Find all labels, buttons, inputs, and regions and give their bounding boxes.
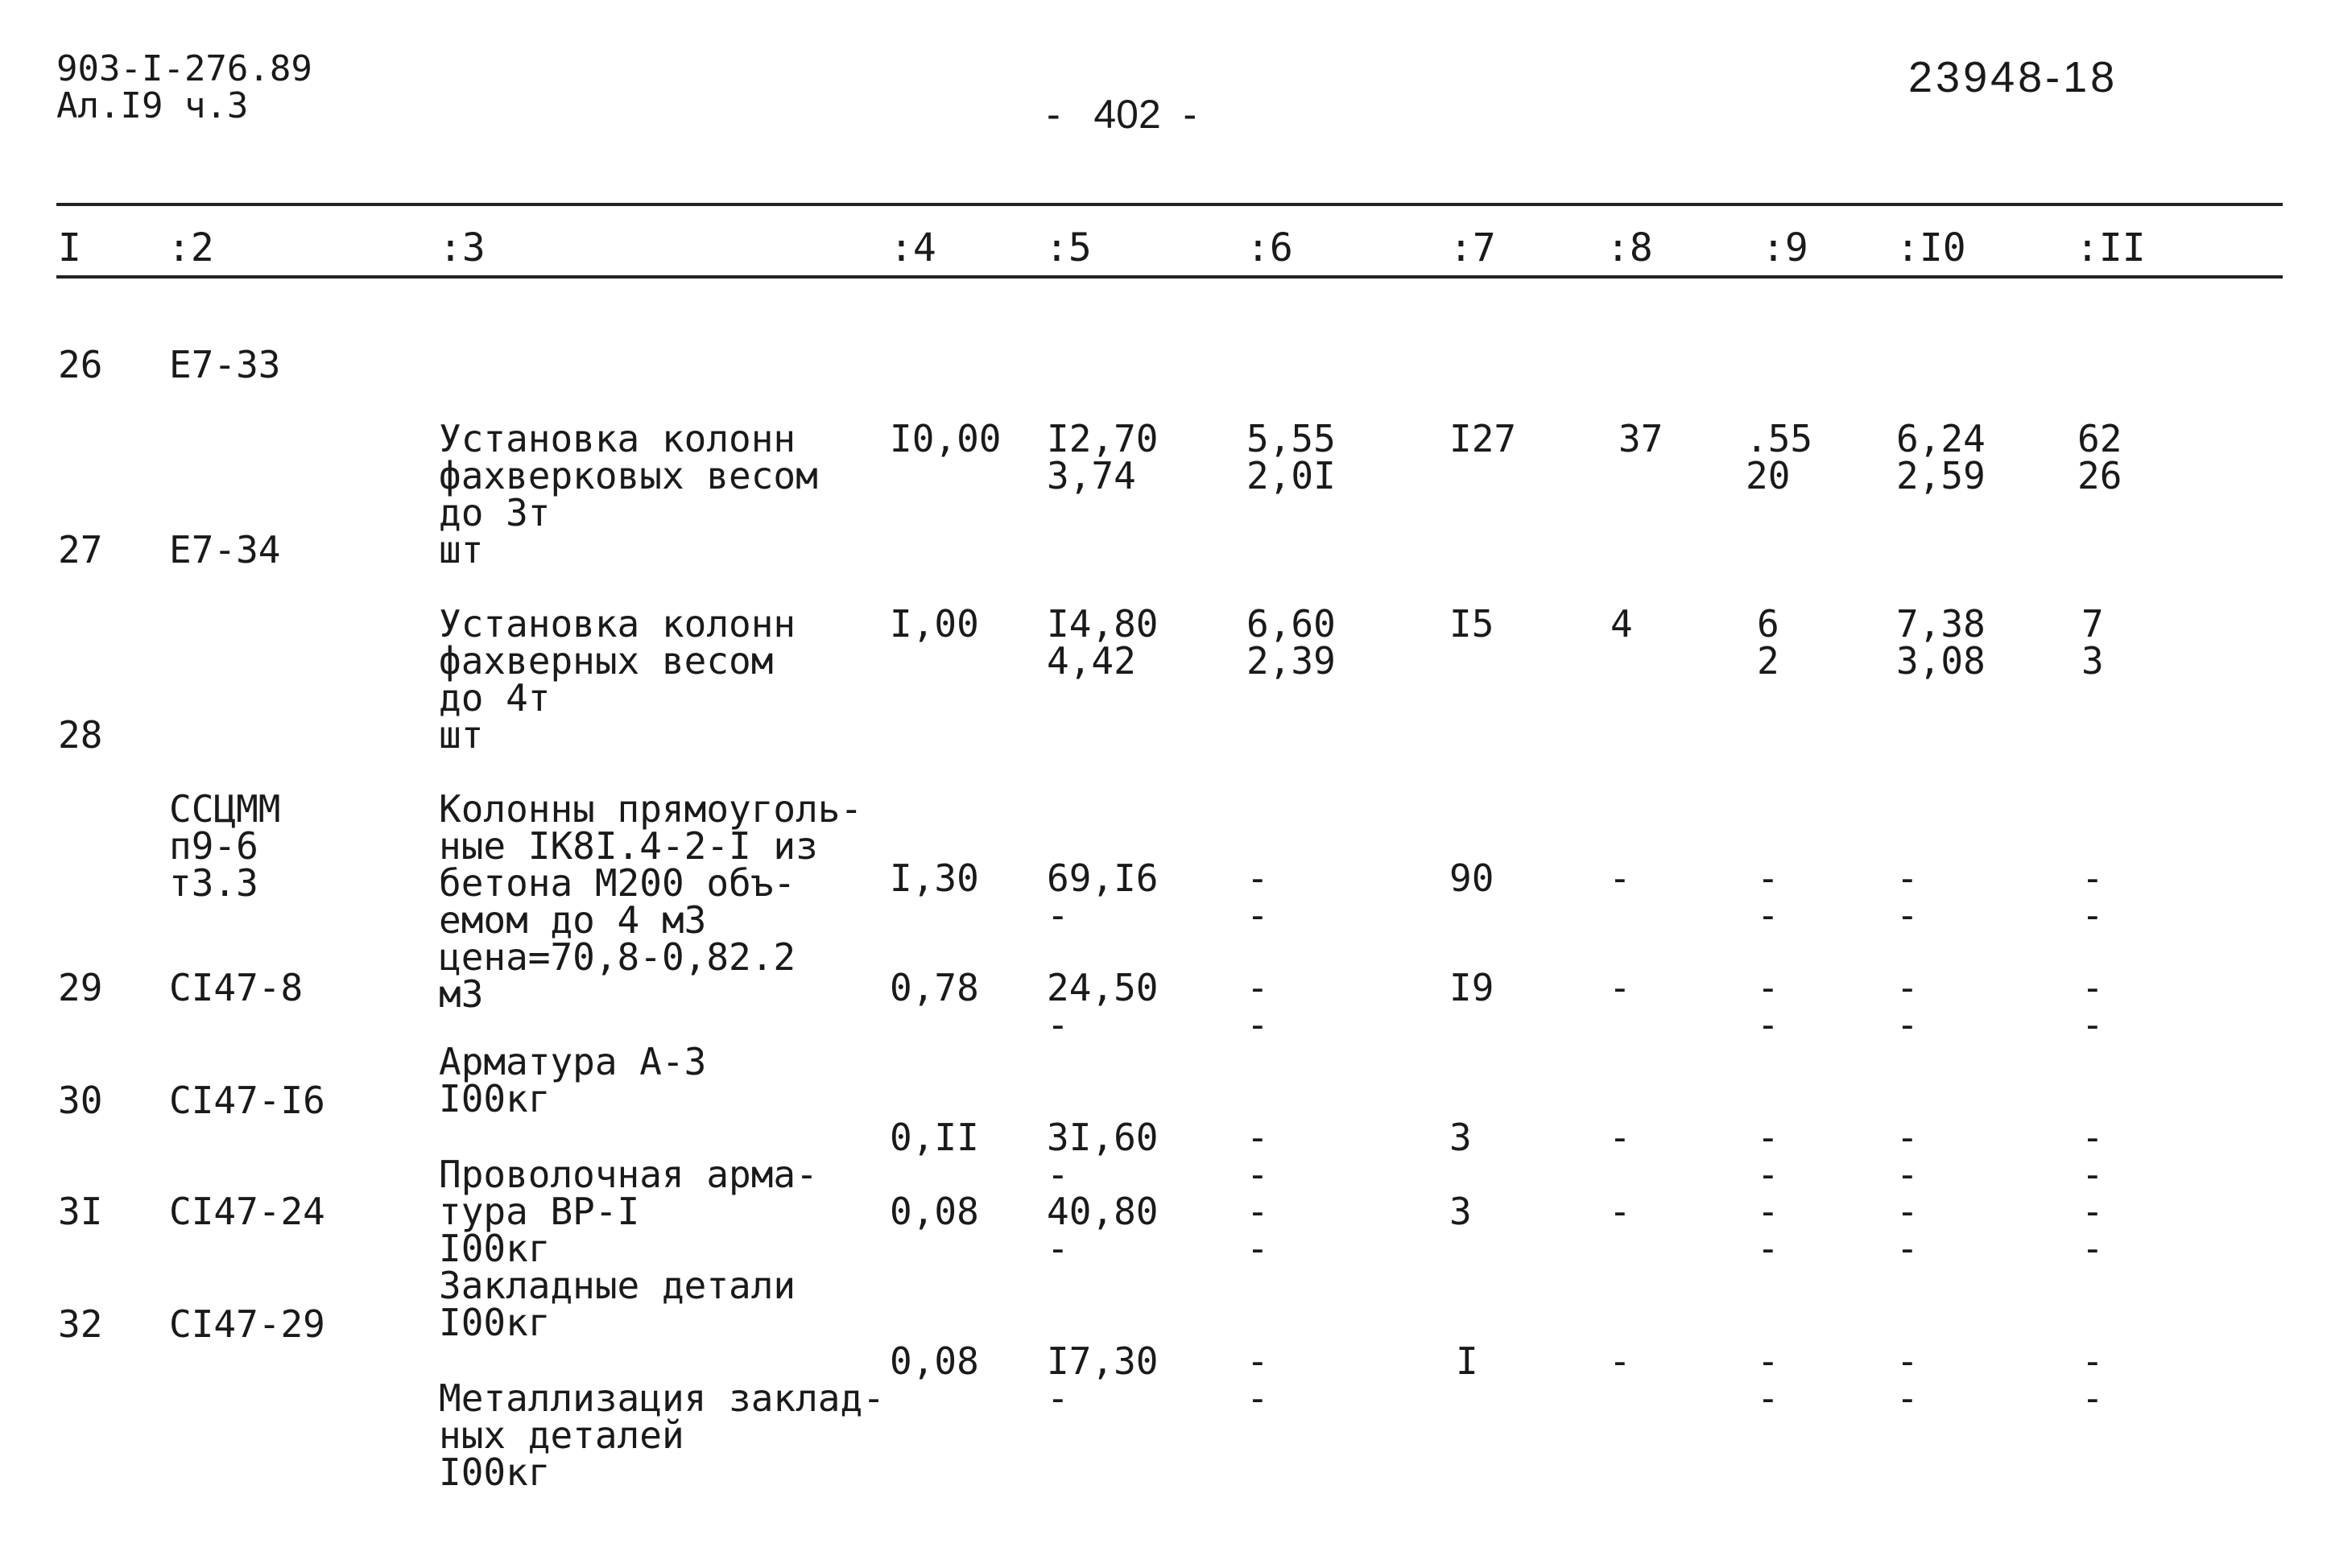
col9-values: - - bbox=[1757, 1190, 1779, 1270]
col10-values: - - bbox=[1896, 856, 1919, 937]
col8-value: - bbox=[1609, 966, 1631, 1009]
quantity: I0,00 bbox=[890, 417, 1002, 460]
header-rule bbox=[56, 275, 2283, 279]
row-code: СI47-24 bbox=[169, 1190, 325, 1233]
row-number: 32 bbox=[58, 1302, 103, 1346]
row-description: Колонны прямоуголь- ные IК8I.4-2-I из бетона М200 объ- емом до 4 м3 цена=70,8-0,82.2 м3 bbox=[439, 787, 863, 1016]
row-number: 27 bbox=[58, 528, 103, 571]
inventory-stamp: 23948-18 bbox=[1908, 53, 2118, 101]
row-number: 26 bbox=[58, 343, 103, 386]
col11-values: - - bbox=[2081, 1190, 2104, 1270]
total-cost: 3 bbox=[1449, 1116, 1472, 1159]
col10-values: 7,38 3,08 bbox=[1896, 602, 1986, 683]
top-rule bbox=[56, 203, 2283, 206]
col6-values: - - bbox=[1246, 856, 1269, 937]
unit-cost: I2,70 3,74 bbox=[1047, 417, 1159, 497]
row-code: СI47-8 bbox=[169, 966, 304, 1009]
document-code: 903-I-276.89 bbox=[56, 48, 312, 89]
unit-cost: 24,50 - bbox=[1047, 966, 1159, 1046]
col-header-10: :I0 bbox=[1896, 225, 1966, 270]
col11-values: - - bbox=[2081, 1116, 2104, 1196]
col-header-1: I bbox=[58, 225, 81, 270]
col-header-3: :3 bbox=[439, 225, 486, 270]
col6-values: 5,55 2,0I bbox=[1246, 417, 1336, 497]
col-header-5: :5 bbox=[1045, 225, 1092, 270]
col6-values: - - bbox=[1246, 966, 1269, 1046]
quantity: I,30 bbox=[890, 856, 979, 900]
row-description: Металлизация заклад- ных деталей I00кг bbox=[439, 1376, 885, 1494]
col10-values: - - bbox=[1896, 966, 1919, 1046]
col10-values: 6,24 2,59 bbox=[1896, 417, 1986, 497]
row-code: Е7-34 bbox=[169, 528, 281, 571]
col6-values: 6,60 2,39 bbox=[1246, 602, 1336, 683]
total-cost: 3 bbox=[1449, 1190, 1472, 1233]
col9-values: - - bbox=[1757, 1116, 1779, 1196]
total-cost: I27 bbox=[1449, 417, 1517, 460]
col-header-6: :6 bbox=[1246, 225, 1293, 270]
col11-values: - - bbox=[2081, 1339, 2104, 1420]
quantity: 0,78 bbox=[890, 966, 979, 1009]
row-description: Проволочная арма- тура ВР-I I00кг bbox=[439, 1153, 818, 1270]
col-header-9: :9 bbox=[1762, 225, 1808, 270]
col8-value: 4 bbox=[1610, 602, 1633, 646]
row-code: СI47-29 bbox=[169, 1302, 325, 1346]
unit-cost: 40,80 - bbox=[1047, 1190, 1159, 1270]
col8-value: - bbox=[1609, 1339, 1631, 1383]
col8-value: - bbox=[1609, 1190, 1631, 1233]
row-code: ССЦММ п9-6 т3.3 bbox=[169, 787, 281, 905]
col-header-7: :7 bbox=[1449, 225, 1496, 270]
col9-values: - - bbox=[1757, 856, 1779, 937]
col-header-4: :4 bbox=[890, 225, 936, 270]
quantity: 0,II bbox=[890, 1116, 979, 1159]
row-number: 29 bbox=[58, 966, 103, 1009]
col10-values: - - bbox=[1896, 1339, 1919, 1420]
col6-values: - - bbox=[1246, 1116, 1269, 1196]
col8-value: - bbox=[1609, 1116, 1631, 1159]
row-description: Установка колонн фахверных весом до 4т шт bbox=[439, 602, 796, 757]
col9-values: .55 20 bbox=[1746, 417, 1813, 497]
col11-values: 62 26 bbox=[2077, 417, 2122, 497]
album-reference: Ал.I9 ч.3 bbox=[56, 85, 249, 126]
col8-value: 37 bbox=[1618, 417, 1664, 460]
total-cost: I5 bbox=[1449, 602, 1494, 646]
col9-values: - - bbox=[1757, 966, 1779, 1046]
unit-cost: 3I,60 - bbox=[1047, 1116, 1159, 1196]
quantity: 0,08 bbox=[890, 1339, 979, 1383]
col10-values: - - bbox=[1896, 1190, 1919, 1270]
col6-values: - - bbox=[1246, 1339, 1269, 1420]
total-cost: I9 bbox=[1449, 966, 1494, 1009]
unit-cost: I4,80 4,42 bbox=[1047, 602, 1159, 683]
col-header-8: :8 bbox=[1606, 225, 1653, 270]
page-number: - 402 - bbox=[1047, 92, 1197, 137]
row-description: Арматура А-3 I00кг bbox=[439, 1040, 707, 1120]
row-code: Е7-33 bbox=[169, 343, 281, 386]
col9-values: 6 2 bbox=[1757, 602, 1779, 683]
row-number: 30 bbox=[58, 1079, 103, 1122]
col9-values: - - bbox=[1757, 1339, 1779, 1420]
row-description: Закладные детали I00кг bbox=[439, 1264, 796, 1344]
row-description: Установка колонн фахверковых весом до 3т шт bbox=[439, 417, 818, 571]
total-cost: 90 bbox=[1449, 856, 1494, 900]
col11-values: 7 3 bbox=[2081, 602, 2104, 683]
quantity: I,00 bbox=[890, 602, 979, 646]
col-header-11: :II bbox=[2076, 225, 2146, 270]
col-header-2: :2 bbox=[167, 225, 214, 270]
unit-cost: 69,I6 - bbox=[1047, 856, 1159, 937]
col6-values: - - bbox=[1246, 1190, 1269, 1270]
row-number: 28 bbox=[58, 713, 103, 757]
col11-values: - - bbox=[2081, 966, 2104, 1046]
col8-value: - bbox=[1609, 856, 1631, 900]
total-cost: I bbox=[1456, 1339, 1478, 1383]
col11-values: - - bbox=[2081, 856, 2104, 937]
row-number: 3I bbox=[58, 1190, 103, 1233]
unit-cost: I7,30 - bbox=[1047, 1339, 1159, 1420]
quantity: 0,08 bbox=[890, 1190, 979, 1233]
col10-values: - - bbox=[1896, 1116, 1919, 1196]
row-code: СI47-I6 bbox=[169, 1079, 325, 1122]
